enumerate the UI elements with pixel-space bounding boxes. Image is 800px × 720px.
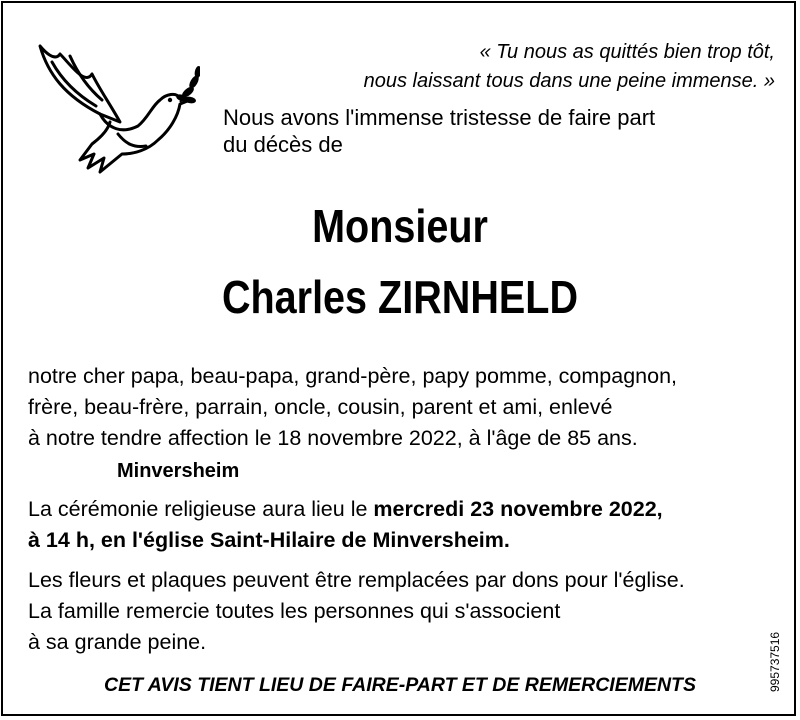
intro-line-2: du décès de	[223, 132, 343, 157]
intro-text	[223, 104, 655, 158]
quote-line-1: « Tu nous as quittés bien trop tôt,	[479, 41, 775, 63]
flowers-line-2: La famille remercie toutes les personnes qui s'associent	[28, 599, 561, 623]
quote	[364, 38, 775, 96]
dove-icon	[30, 34, 200, 184]
flowers-line-1: Les fleurs et plaques peuvent être remplacées par dons pour l'église.	[28, 568, 685, 592]
deceased-name: Charles ZIRNHELD	[221, 271, 579, 323]
deceased-title: Monsieur	[312, 200, 488, 252]
place-name: Minversheim	[117, 460, 240, 482]
family-text	[28, 361, 677, 454]
ceremony-text	[28, 494, 663, 556]
reference-number: 995737516	[768, 631, 782, 692]
footer-notice: CET AVIS TIENT LIEU DE FAIRE-PART ET DE REMERCIEMENTS	[104, 674, 696, 696]
ceremony-date: mercredi 23 novembre 2022,	[373, 497, 663, 521]
flowers-line-3: à sa grande peine.	[28, 630, 207, 654]
family-line-3: à notre tendre affection le 18 novembre 2022, à l'âge de 85 ans.	[28, 426, 638, 450]
ceremony-line-1	[28, 494, 663, 525]
flowers-text	[28, 565, 685, 658]
ceremony-intro: La cérémonie religieuse aura lieu le	[28, 497, 374, 521]
ceremony-line-2: à 14 h, en l'église Saint-Hilaire de Minversheim.	[28, 528, 510, 552]
family-line-1: notre cher papa, beau-papa, grand-père, papy pomme, compagnon,	[28, 364, 678, 388]
family-line-2: frère, beau-frère, parrain, oncle, cousin, parent et ami, enlevé	[28, 395, 613, 419]
intro-line-1: Nous avons l'immense tristesse de faire part	[223, 105, 656, 130]
quote-line-2: nous laissant tous dans une peine immense. »	[363, 70, 775, 92]
